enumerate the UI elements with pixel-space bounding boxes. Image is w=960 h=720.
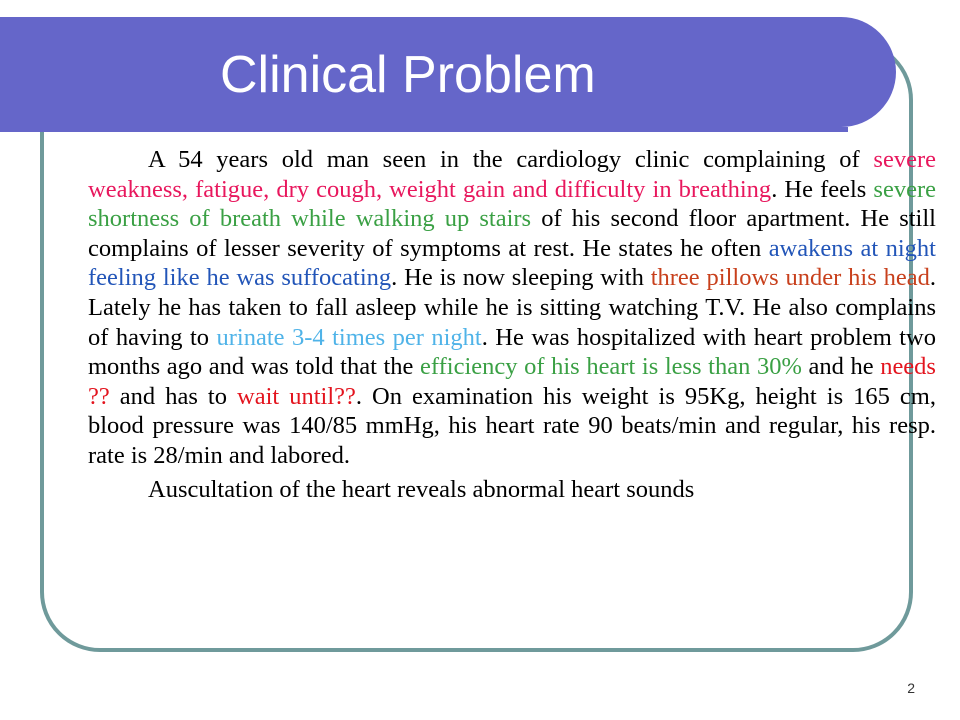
page-number: 2 bbox=[907, 680, 915, 696]
highlight-symptoms: severe weakness, fatigue, dry cough, weight gain and difficulty in breathing bbox=[88, 146, 936, 203]
case-paragraph bbox=[88, 145, 936, 471]
text-run: and he bbox=[801, 353, 881, 381]
highlight-nocturia: urinate 3-4 times per night bbox=[216, 323, 482, 351]
text-run: A 54 years old man seen in the cardiology clinic complaining of bbox=[148, 146, 874, 173]
highlight-exertional-dyspnea: severe shortness of breath while walking up stairs bbox=[88, 175, 936, 233]
text-run: of his second floor apartment. He still complains of lesser severity of symptoms at rest. He states he often bbox=[88, 205, 936, 262]
text-run: and has to bbox=[109, 382, 237, 410]
text-run: . He is now sleeping with bbox=[391, 264, 651, 292]
text-run: . On examination his weight is 95Kg, height is 165 cm, blood pressure was 140/85 mmHg, his heart rate 90 beats/min and regular, his resp. rate is 28/min and labored. bbox=[88, 382, 936, 469]
text-run: . He was hospitalized with heart problem two months ago and was told that the bbox=[88, 323, 936, 381]
case-description bbox=[88, 145, 936, 504]
title-underline bbox=[0, 127, 848, 132]
highlight-ejection-fraction: efficiency of his heart is less than 30% bbox=[420, 353, 802, 381]
text-run: . Lately he has taken to fall asleep while he is sitting watching T.V. He also complains of having to bbox=[88, 264, 936, 351]
text-run: . He feels bbox=[771, 175, 874, 203]
highlight-needs: needs ?? bbox=[88, 353, 936, 410]
highlight-pnd: awakens at night feeling like he was suffocating bbox=[88, 234, 936, 292]
slide-title: Clinical Problem bbox=[220, 46, 596, 104]
highlight-wait-until: wait until?? bbox=[237, 382, 356, 410]
auscultation-paragraph: Auscultation of the heart reveals abnormal heart sounds bbox=[148, 475, 695, 503]
highlight-orthopnea: three pillows under his head bbox=[650, 264, 930, 292]
